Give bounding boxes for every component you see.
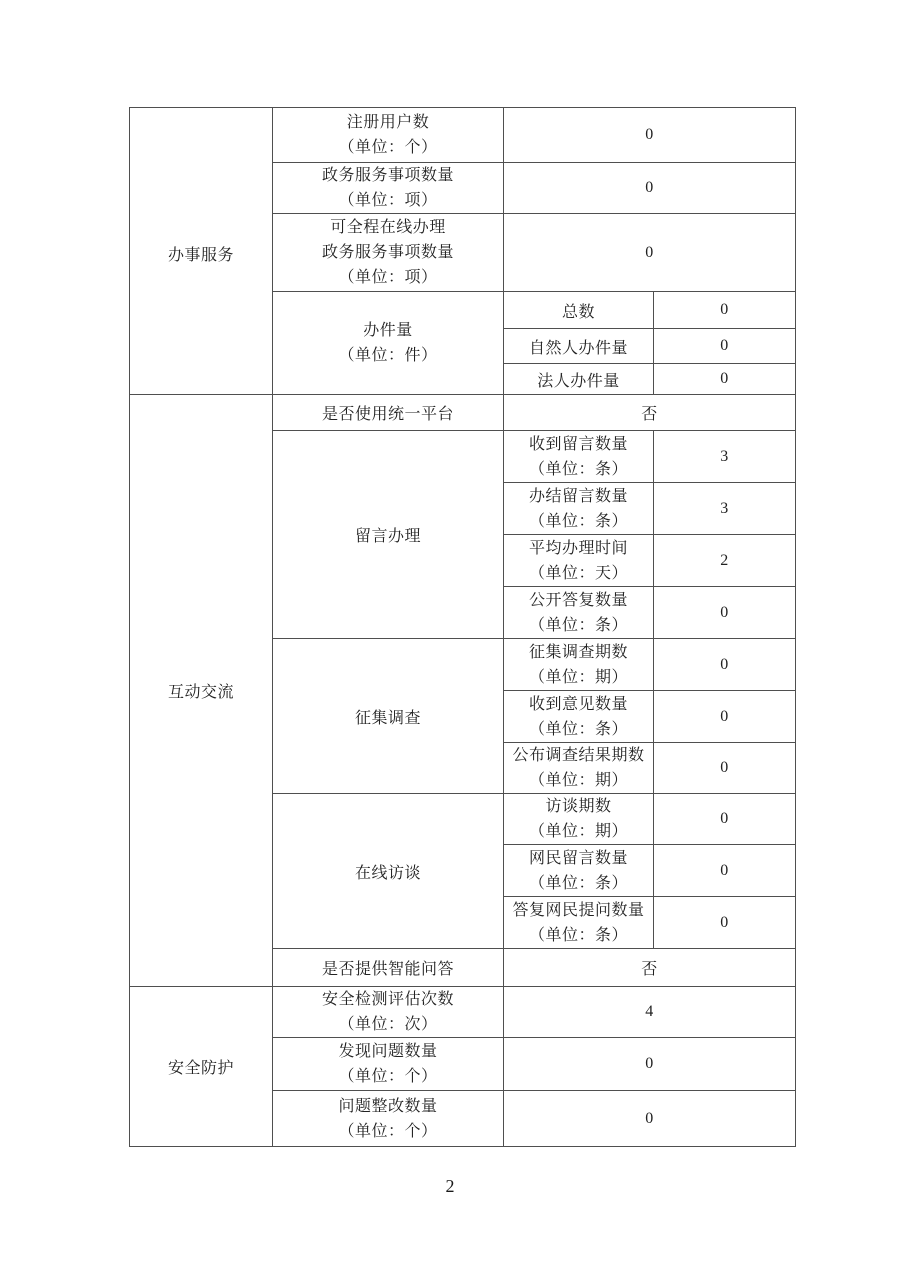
label-security-assessments: 安全检测评估次数 （单位：次） (273, 987, 504, 1038)
value-problems-found: 0 (504, 1038, 796, 1091)
label-problems-rectified: 问题整改数量 （单位：个） (273, 1091, 504, 1147)
label-survey-collection: 征集调查 (273, 639, 504, 794)
label-smart-qa: 是否提供智能问答 (273, 949, 504, 987)
value-smart-qa: 否 (504, 949, 796, 987)
label-case-volume: 办件量 （单位：件） (273, 292, 504, 395)
group-label: 安全防护 (167, 1060, 234, 1077)
sublabel-opinions-received: 收到意见数量 （单位：条） (504, 691, 654, 743)
value-survey-results-published: 0 (654, 743, 796, 794)
value-public-replies: 0 (654, 587, 796, 639)
value-opinions-received: 0 (654, 691, 796, 743)
group-label: 互动交流 (167, 684, 234, 701)
value-security-assessments: 4 (504, 987, 796, 1038)
label-unified-platform: 是否使用统一平台 (273, 395, 504, 431)
sublabel-messages-resolved: 办结留言数量 （单位：条） (504, 483, 654, 535)
value-netizen-questions-answered: 0 (654, 897, 796, 949)
sublabel-survey-results-published: 公布调查结果期数 （单位：期） (504, 743, 654, 794)
value-natural-person: 0 (654, 329, 796, 364)
sublabel-public-replies: 公开答复数量 （单位：条） (504, 587, 654, 639)
table-row (130, 108, 796, 163)
page-number: 2 (445, 1176, 455, 1196)
sublabel-netizen-messages: 网民留言数量 （单位：条） (504, 845, 654, 897)
table-row (130, 987, 796, 1038)
group-label: 办事服务 (167, 246, 234, 264)
value-total: 0 (654, 292, 796, 329)
table-row (130, 395, 796, 431)
value-unified-platform: 否 (504, 395, 796, 431)
value-service-items: 0 (504, 163, 796, 214)
value-problems-rectified: 0 (504, 1091, 796, 1147)
sublabel-total: 总数 (504, 292, 654, 329)
sublabel-natural-person: 自然人办件量 (504, 329, 654, 364)
label-message-handling: 留言办理 (273, 431, 504, 639)
value-full-online-items: 0 (504, 214, 796, 292)
label-registered-users: 注册用户数 （单位：个） (273, 108, 504, 163)
sublabel-legal-person: 法人办件量 (504, 364, 654, 395)
value-messages-received: 3 (654, 431, 796, 483)
value-messages-resolved: 3 (654, 483, 796, 535)
value-avg-handling-time: 2 (654, 535, 796, 587)
annual-report-table (129, 107, 796, 1147)
sublabel-survey-issues: 征集调查期数 （单位：期） (504, 639, 654, 691)
group-cell-interaction (130, 395, 273, 987)
sublabel-avg-handling-time: 平均办理时间 （单位：天） (504, 535, 654, 587)
sublabel-messages-received: 收到留言数量 （单位：条） (504, 431, 654, 483)
value-registered-users: 0 (504, 108, 796, 163)
group-cell-office-services (130, 108, 273, 395)
value-netizen-messages: 0 (654, 845, 796, 897)
label-problems-found: 发现问题数量 （单位：个） (273, 1038, 504, 1091)
label-service-items: 政务服务事项数量 （单位：项） (273, 163, 504, 214)
value-survey-issues: 0 (654, 639, 796, 691)
sublabel-interview-issues: 访谈期数 （单位：期） (504, 794, 654, 845)
sublabel-netizen-questions-answered: 答复网民提问数量 （单位：条） (504, 897, 654, 949)
value-legal-person: 0 (654, 364, 796, 395)
label-full-online-items: 可全程在线办理 政务服务事项数量 （单位：项） (273, 214, 504, 292)
label-online-interviews: 在线访谈 (273, 794, 504, 949)
value-interview-issues: 0 (654, 794, 796, 845)
group-cell-security (130, 987, 273, 1147)
